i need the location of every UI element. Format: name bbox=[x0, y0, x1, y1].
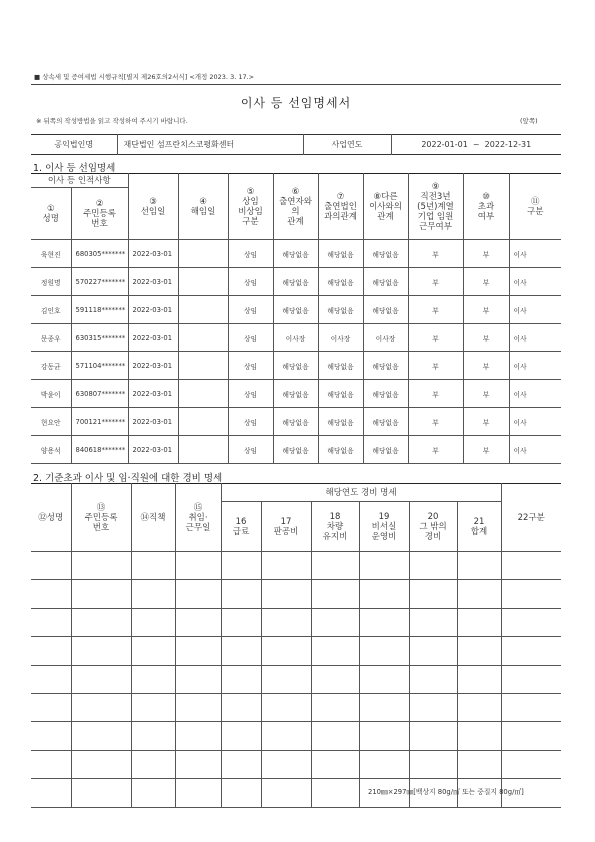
expense-cell bbox=[409, 722, 457, 750]
expense-cell bbox=[131, 608, 175, 636]
expense-cell bbox=[31, 750, 71, 778]
expense-cell bbox=[311, 580, 359, 608]
cell-excess: 부 bbox=[463, 324, 509, 352]
expense-cell bbox=[501, 665, 561, 693]
cell-rrn: 571104******* bbox=[71, 352, 128, 380]
expense-cell bbox=[311, 779, 359, 807]
expense-cell bbox=[71, 552, 131, 580]
header-other-director: ⑧다른 이사와의 관계 bbox=[363, 174, 408, 240]
cell-worked: 부 bbox=[408, 352, 463, 380]
cell-appointed: 2022-03-01 bbox=[128, 352, 178, 380]
expense-cell bbox=[359, 750, 409, 778]
cell-dismissed bbox=[178, 268, 228, 296]
header2-position: ⑭직책 bbox=[131, 484, 175, 552]
cell-category: 이사 bbox=[509, 268, 561, 296]
cell-name: 현요안 bbox=[31, 408, 71, 436]
cell-worked: 부 bbox=[408, 324, 463, 352]
cell-donor: 해당없음 bbox=[273, 408, 318, 436]
expense-cell bbox=[175, 693, 221, 721]
expense-cell bbox=[457, 750, 501, 778]
expense-cell bbox=[175, 637, 221, 665]
expense-cell bbox=[457, 580, 501, 608]
expense-cell bbox=[409, 552, 457, 580]
director-row bbox=[31, 436, 561, 464]
cell-donor: 해당없음 bbox=[273, 352, 318, 380]
cell-dismissed bbox=[178, 352, 228, 380]
expense-cell bbox=[457, 665, 501, 693]
expense-row bbox=[31, 693, 561, 721]
expense-cell bbox=[409, 693, 457, 721]
header-full-time: ⑤ 상임 비상임 구분 bbox=[228, 174, 273, 240]
cell-appointed: 2022-03-01 bbox=[128, 380, 178, 408]
header2-vehicle: 18 차량 유지비 bbox=[311, 502, 359, 552]
cell-donor: 해당없음 bbox=[273, 380, 318, 408]
header2-secretary: 19 비서실 운영비 bbox=[359, 502, 409, 552]
expense-cell bbox=[261, 637, 311, 665]
cell-category: 이사 bbox=[509, 296, 561, 324]
expense-row bbox=[31, 637, 561, 665]
expense-cell bbox=[501, 637, 561, 665]
cell-worked: 부 bbox=[408, 296, 463, 324]
cell-corp: 해당없음 bbox=[318, 268, 363, 296]
expense-cell bbox=[261, 580, 311, 608]
fiscal-period: 2022-01-01 ~ 2022-12-31 bbox=[391, 135, 561, 155]
organization-name-label: 공익법인명 bbox=[54, 140, 94, 149]
cell-other: 해당없음 bbox=[363, 268, 408, 296]
expense-cell bbox=[175, 580, 221, 608]
header2-salary: 16 급료 bbox=[221, 502, 261, 552]
expense-cell bbox=[501, 693, 561, 721]
header-dismissed: ④ 해임일 bbox=[178, 174, 228, 240]
expense-cell bbox=[131, 750, 175, 778]
cell-name: 정원명 bbox=[31, 268, 71, 296]
cell-appointed: 2022-03-01 bbox=[128, 408, 178, 436]
cell-rrn: 630315******* bbox=[71, 324, 128, 352]
directors-table bbox=[31, 173, 561, 464]
paper-spec: 210㎜×297㎜[백상지 80g/㎡ 또는 중질지 80g/㎡] bbox=[368, 788, 524, 796]
header-donor-relation: ⑥ 출연자와 의 관계 bbox=[273, 174, 318, 240]
expense-cell bbox=[31, 608, 71, 636]
cell-category: 이사 bbox=[509, 380, 561, 408]
header2-activity: 17 판공비 bbox=[261, 502, 311, 552]
cell-excess: 부 bbox=[463, 268, 509, 296]
cell-full-time: 상임 bbox=[228, 324, 273, 352]
expense-cell bbox=[71, 637, 131, 665]
expense-row bbox=[31, 750, 561, 778]
cell-excess: 부 bbox=[463, 352, 509, 380]
expense-cell bbox=[131, 779, 175, 807]
expense-cell bbox=[501, 722, 561, 750]
header-appointed: ③ 선임일 bbox=[128, 174, 178, 240]
cell-appointed: 2022-03-01 bbox=[128, 240, 178, 268]
cell-excess: 부 bbox=[463, 240, 509, 268]
expense-group-header: 해당연도 경비 명세 bbox=[221, 484, 501, 502]
expense-cell bbox=[131, 637, 175, 665]
header-rule bbox=[31, 84, 561, 85]
cell-donor: 해당없음 bbox=[273, 240, 318, 268]
cell-category: 이사 bbox=[509, 436, 561, 464]
expense-cell bbox=[131, 552, 175, 580]
header2-employment: ⑮ 취임· 근무일 bbox=[175, 484, 221, 552]
cell-name: 박윤이 bbox=[31, 380, 71, 408]
expense-cell bbox=[359, 552, 409, 580]
expense-cell bbox=[175, 722, 221, 750]
cell-donor: 해당없음 bbox=[273, 436, 318, 464]
expense-cell bbox=[71, 750, 131, 778]
header2-category: 22구분 bbox=[501, 484, 561, 552]
page-side-label: (앞쪽) bbox=[520, 117, 538, 125]
expense-cell bbox=[311, 722, 359, 750]
expense-cell bbox=[359, 580, 409, 608]
expense-cell bbox=[221, 552, 261, 580]
expense-cell bbox=[409, 665, 457, 693]
cell-excess: 부 bbox=[463, 296, 509, 324]
expense-cell bbox=[261, 750, 311, 778]
header2-rrn: ⑬ 주민등록 번호 bbox=[71, 484, 131, 552]
expense-cell bbox=[261, 665, 311, 693]
header-category: ⑪ 구분 bbox=[509, 174, 561, 240]
cell-full-time: 상임 bbox=[228, 380, 273, 408]
expense-cell bbox=[131, 580, 175, 608]
cell-name: 문종우 bbox=[31, 324, 71, 352]
expense-cell bbox=[175, 665, 221, 693]
cell-other: 이사장 bbox=[363, 324, 408, 352]
expense-cell bbox=[311, 665, 359, 693]
header2-total: 21 합계 bbox=[457, 502, 501, 552]
expense-cell bbox=[311, 608, 359, 636]
header2-other: 20 그 밖의 경비 bbox=[409, 502, 457, 552]
cell-corp: 해당없음 bbox=[318, 408, 363, 436]
cell-worked: 부 bbox=[408, 436, 463, 464]
expense-cell bbox=[131, 693, 175, 721]
cell-excess: 부 bbox=[463, 380, 509, 408]
cell-donor: 해당없음 bbox=[273, 268, 318, 296]
expense-cell bbox=[221, 580, 261, 608]
cell-rrn: 570227******* bbox=[71, 268, 128, 296]
expense-cell bbox=[311, 750, 359, 778]
expense-cell bbox=[131, 665, 175, 693]
header-excess: ⑩ 초과 여부 bbox=[463, 174, 509, 240]
expense-cell bbox=[31, 637, 71, 665]
expense-cell bbox=[501, 750, 561, 778]
expense-cell bbox=[31, 552, 71, 580]
expense-cell bbox=[221, 665, 261, 693]
page-title: 이사 등 선임명세서 bbox=[240, 96, 352, 110]
cell-other: 해당없음 bbox=[363, 436, 408, 464]
cell-appointed: 2022-03-01 bbox=[128, 436, 178, 464]
cell-full-time: 상임 bbox=[228, 240, 273, 268]
cell-rrn: 680305******* bbox=[71, 240, 128, 268]
cell-dismissed bbox=[178, 240, 228, 268]
expense-cell bbox=[31, 665, 71, 693]
cell-donor: 이사장 bbox=[273, 324, 318, 352]
expense-cell bbox=[501, 580, 561, 608]
expense-row bbox=[31, 552, 561, 580]
expense-cell bbox=[31, 580, 71, 608]
cell-corp: 해당없음 bbox=[318, 436, 363, 464]
expense-cell bbox=[175, 552, 221, 580]
header-rrn: ② 주민등록 번호 bbox=[71, 188, 128, 240]
expense-cell bbox=[311, 637, 359, 665]
expense-cell bbox=[175, 779, 221, 807]
cell-full-time: 상임 bbox=[228, 408, 273, 436]
expense-cell bbox=[261, 552, 311, 580]
expense-cell bbox=[221, 750, 261, 778]
director-row bbox=[31, 408, 561, 436]
director-row bbox=[31, 296, 561, 324]
cell-rrn: 591118******* bbox=[71, 296, 128, 324]
cell-rrn: 630807******* bbox=[71, 380, 128, 408]
expense-cell bbox=[221, 693, 261, 721]
expense-row bbox=[31, 665, 561, 693]
expense-cell bbox=[501, 552, 561, 580]
expense-cell bbox=[31, 693, 71, 721]
expense-cell bbox=[221, 779, 261, 807]
expense-cell bbox=[221, 637, 261, 665]
expense-cell bbox=[261, 693, 311, 721]
personal-info-group-header: 이사 등 인적사항 bbox=[31, 174, 128, 188]
expense-cell bbox=[359, 665, 409, 693]
cell-other: 해당없음 bbox=[363, 296, 408, 324]
section2-title: 2. 기준초과 이사 및 임·직원에 대한 경비 명세 bbox=[33, 473, 223, 484]
expense-cell bbox=[457, 693, 501, 721]
cell-full-time: 상임 bbox=[228, 436, 273, 464]
regulation-reference: ■ 상속세 및 증여세법 시행규칙[별지 제26호의2서식] <개정 2023. 3. 17.> bbox=[34, 73, 255, 81]
expense-cell bbox=[71, 580, 131, 608]
cell-corp: 이사장 bbox=[318, 324, 363, 352]
cell-other: 해당없음 bbox=[363, 240, 408, 268]
cell-dismissed bbox=[178, 296, 228, 324]
director-row bbox=[31, 324, 561, 352]
cell-dismissed bbox=[178, 324, 228, 352]
expense-cell bbox=[131, 722, 175, 750]
expense-cell bbox=[457, 722, 501, 750]
cell-appointed: 2022-03-01 bbox=[128, 268, 178, 296]
expense-cell bbox=[261, 608, 311, 636]
expense-cell bbox=[457, 552, 501, 580]
cell-corp: 해당없음 bbox=[318, 380, 363, 408]
expense-cell bbox=[409, 750, 457, 778]
cell-excess: 부 bbox=[463, 408, 509, 436]
expense-cell bbox=[221, 608, 261, 636]
expenses-table bbox=[31, 483, 561, 808]
organization-name: 재단법인 섬프란치스코평화센터 bbox=[117, 135, 303, 155]
expense-cell bbox=[261, 779, 311, 807]
cell-donor: 해당없음 bbox=[273, 296, 318, 324]
cell-corp: 해당없음 bbox=[318, 296, 363, 324]
expense-cell bbox=[457, 608, 501, 636]
cell-category: 이사 bbox=[509, 352, 561, 380]
expense-cell bbox=[221, 722, 261, 750]
cell-appointed: 2022-03-01 bbox=[128, 296, 178, 324]
cell-worked: 부 bbox=[408, 268, 463, 296]
cell-worked: 부 bbox=[408, 380, 463, 408]
cell-name: 육현진 bbox=[31, 240, 71, 268]
instruction-note: ※ 뒤쪽의 작성방법을 읽고 작성하여 주시기 바랍니다. bbox=[36, 117, 188, 125]
expense-row bbox=[31, 580, 561, 608]
cell-appointed: 2022-03-01 bbox=[128, 324, 178, 352]
expense-row bbox=[31, 722, 561, 750]
cell-full-time: 상임 bbox=[228, 352, 273, 380]
expense-cell bbox=[311, 552, 359, 580]
header-name: ① 성명 bbox=[31, 188, 71, 240]
director-row bbox=[31, 380, 561, 408]
cell-worked: 부 bbox=[408, 240, 463, 268]
cell-other: 해당없음 bbox=[363, 352, 408, 380]
header-worked: ⑨ 직전3년 (5년)계열 기업 임원 근무여부 bbox=[408, 174, 463, 240]
cell-name: 김인호 bbox=[31, 296, 71, 324]
expense-cell bbox=[71, 608, 131, 636]
cell-other: 해당없음 bbox=[363, 380, 408, 408]
expense-cell bbox=[71, 779, 131, 807]
expense-cell bbox=[261, 722, 311, 750]
director-row bbox=[31, 268, 561, 296]
cell-full-time: 상임 bbox=[228, 296, 273, 324]
cell-corp: 해당없음 bbox=[318, 240, 363, 268]
expense-cell bbox=[409, 637, 457, 665]
expense-cell bbox=[175, 750, 221, 778]
expense-cell bbox=[71, 722, 131, 750]
expense-row bbox=[31, 608, 561, 636]
cell-dismissed bbox=[178, 408, 228, 436]
cell-rrn: 700121******* bbox=[71, 408, 128, 436]
header2-name: ⑫성명 bbox=[31, 484, 71, 552]
director-row bbox=[31, 240, 561, 268]
expense-cell bbox=[359, 693, 409, 721]
cell-category: 이사 bbox=[509, 408, 561, 436]
section1-title: 1. 이사 등 선임명세 bbox=[33, 163, 116, 174]
expense-cell bbox=[311, 693, 359, 721]
cell-rrn: 840618******* bbox=[71, 436, 128, 464]
expense-cell bbox=[31, 779, 71, 807]
expense-cell bbox=[31, 722, 71, 750]
header-corp-relation: ⑦ 출연법인 과의관계 bbox=[318, 174, 363, 240]
expense-cell bbox=[359, 608, 409, 636]
expense-cell bbox=[71, 665, 131, 693]
cell-dismissed bbox=[178, 380, 228, 408]
expense-cell bbox=[409, 608, 457, 636]
expense-cell bbox=[71, 693, 131, 721]
cell-name: 강동균 bbox=[31, 352, 71, 380]
cell-category: 이사 bbox=[509, 240, 561, 268]
cell-excess: 부 bbox=[463, 436, 509, 464]
cell-corp: 해당없음 bbox=[318, 352, 363, 380]
expense-cell bbox=[359, 637, 409, 665]
expense-cell bbox=[409, 580, 457, 608]
cell-category: 이사 bbox=[509, 324, 561, 352]
cell-worked: 부 bbox=[408, 408, 463, 436]
expense-cell bbox=[359, 722, 409, 750]
cell-name: 양용석 bbox=[31, 436, 71, 464]
expense-cell bbox=[501, 608, 561, 636]
cell-other: 해당없음 bbox=[363, 408, 408, 436]
fiscal-year-label: 사업연도 bbox=[303, 135, 391, 155]
director-row bbox=[31, 352, 561, 380]
expense-cell bbox=[175, 608, 221, 636]
expense-cell bbox=[457, 637, 501, 665]
cell-dismissed bbox=[178, 436, 228, 464]
cell-full-time: 상임 bbox=[228, 268, 273, 296]
organization-info-table bbox=[31, 134, 561, 155]
